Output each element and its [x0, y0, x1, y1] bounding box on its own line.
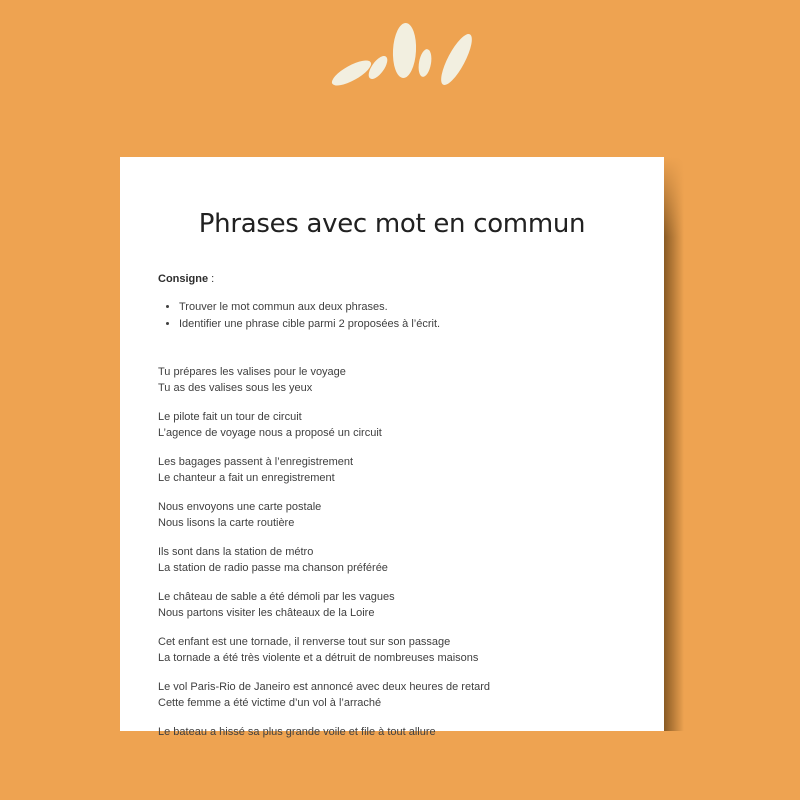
sentence-line: Ils sont dans la station de métro	[158, 546, 314, 558]
sentence-pair	[158, 364, 624, 396]
consigne-separator: :	[208, 273, 215, 285]
instruction-item: • Trouver le mot commun aux deux phrases.	[179, 299, 624, 316]
sentence-line: L’agence de voyage nous a proposé un circuit	[158, 427, 382, 439]
sentence-pair	[158, 634, 624, 666]
burst-stroke-icon	[417, 48, 434, 78]
sentence-line: La station de radio passe ma chanson préférée	[158, 562, 388, 574]
sentence-line: Nous partons visiter les châteaux de la Loire	[158, 607, 375, 619]
sentence-line: La tornade a été très violente et a détruit de nombreuses maisons	[158, 652, 479, 664]
card-drop-shadow	[664, 157, 684, 731]
sentence-line: Tu as des valises sous les yeux	[158, 382, 313, 394]
sentence-line: Le bateau a hissé sa plus grande voile et file à tout allure	[158, 726, 436, 738]
sentence-line: Le chanteur a fait un enregistrement	[158, 472, 335, 484]
sentence-line: Cette femme a été victime d’un vol à l’arraché	[158, 697, 382, 709]
sentence-line: Nous envoyons une carte postale	[158, 501, 322, 513]
worksheet-content	[120, 272, 664, 740]
page-title: Phrases avec mot en commun	[198, 209, 586, 239]
worksheet-card	[120, 157, 664, 738]
sentence-line: Cet enfant est une tornade, il renverse tout sur son passage	[158, 636, 451, 648]
consigne-heading	[158, 272, 624, 286]
consigne-label: Consigne	[158, 273, 209, 285]
sentence-pair	[158, 679, 624, 711]
sentence-line: Le château de sable a été démoli par les vagues	[158, 591, 395, 603]
sentence-pair-list	[158, 364, 624, 740]
sentence-pair	[158, 544, 624, 576]
sentence-pair	[158, 454, 624, 486]
burst-stroke-icon	[436, 30, 478, 88]
sentence-line: Le pilote fait un tour de circuit	[158, 411, 302, 423]
burst-stroke-icon	[392, 22, 418, 78]
sentence-pair	[158, 499, 624, 531]
instruction-item: • Identifier une phrase cible parmi 2 proposées à l’écrit.	[179, 316, 624, 333]
sentence-line: Le vol Paris-Rio de Janeiro est annoncé avec deux heures de retard	[158, 681, 491, 693]
sentence-line: Les bagages passent à l’enregistrement	[158, 456, 354, 468]
instruction-list	[158, 299, 624, 333]
sentence-line: Tu prépares les valises pour le voyage	[158, 366, 346, 378]
sentence-pair	[158, 589, 624, 621]
sentence-pair	[158, 724, 624, 740]
sentence-pair	[158, 409, 624, 441]
sentence-line: Nous lisons la carte routière	[158, 517, 295, 529]
